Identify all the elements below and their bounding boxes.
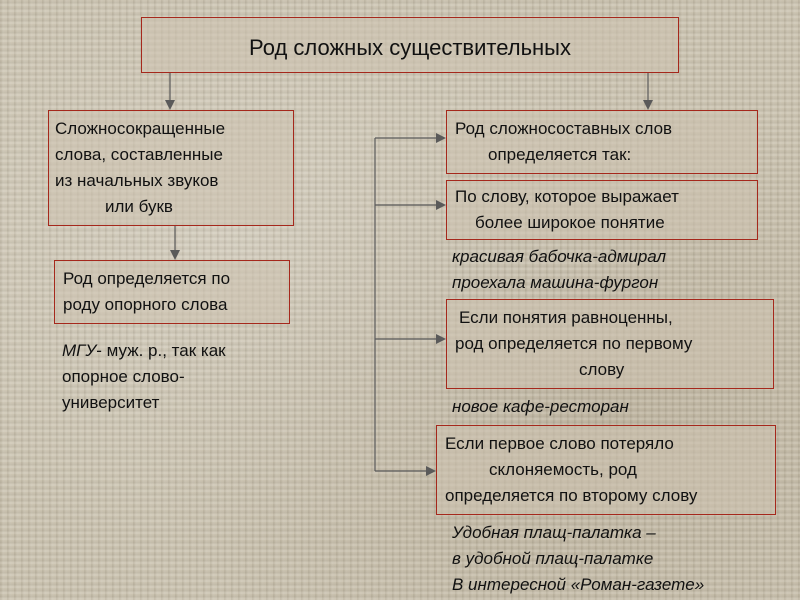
- left-example-abbr: МГУ: [62, 341, 97, 360]
- left-example-line: [62, 338, 226, 364]
- rule2-example: новое кафе-ресторан: [452, 397, 629, 416]
- rule3-example: в удобной плащ-палатке: [452, 549, 654, 568]
- arrow-to-rule1: [436, 200, 446, 210]
- rule1-box: [446, 180, 758, 240]
- arrow-to-rule3: [426, 466, 436, 476]
- left-rule-line: Род определяется по: [63, 269, 231, 288]
- left-definition-line: Сложносокращенные: [55, 119, 226, 138]
- arrow-to-header: [436, 133, 446, 143]
- rule2-line: Если понятия равноценны,: [459, 308, 673, 327]
- rule2-line: слову: [579, 360, 625, 379]
- arrow-to-left-box: [165, 100, 175, 110]
- arrow-to-rule2: [436, 334, 446, 344]
- left-example-line: опорное слово-: [62, 367, 185, 386]
- rule1-example: красивая бабочка-адмирал: [452, 247, 667, 266]
- right-header-box: [446, 110, 758, 174]
- rule3-box: [436, 425, 776, 515]
- rule3-line: Если первое слово потеряло: [445, 434, 674, 453]
- rule2-line: род определяется по первому: [455, 334, 693, 353]
- right-header-line: определяется так:: [488, 145, 632, 164]
- left-definition-box: [48, 110, 294, 226]
- arrow-to-rule-box: [170, 250, 180, 260]
- rule3-line: определяется по второму слову: [445, 486, 698, 505]
- diagram-title-text: Род сложных существительных: [248, 35, 571, 60]
- right-header-line: Род сложносоставных слов: [455, 119, 673, 138]
- rule3-line: склоняемость, род: [489, 460, 637, 479]
- left-definition-line: слова, составленные: [55, 145, 223, 164]
- rule1-line: более широкое понятие: [475, 213, 665, 232]
- diagram-title: [141, 17, 679, 73]
- rule2-box: [446, 299, 774, 389]
- left-definition-line: из начальных звуков: [55, 171, 219, 190]
- left-rule-line: роду опорного слова: [63, 295, 228, 314]
- left-definition-line: или букв: [105, 197, 173, 216]
- rule1-line: По слову, которое выражает: [455, 187, 679, 206]
- left-example-rest: - муж. р., так как: [96, 341, 226, 360]
- left-example-line: университет: [62, 393, 160, 412]
- arrow-to-right-header: [643, 100, 653, 110]
- rule3-example: Удобная плащ-палатка –: [452, 523, 656, 542]
- rule1-example: проехала машина-фургон: [452, 273, 659, 292]
- left-rule-box: [54, 260, 290, 324]
- rule3-example: В интересной «Роман-газете»: [452, 575, 705, 594]
